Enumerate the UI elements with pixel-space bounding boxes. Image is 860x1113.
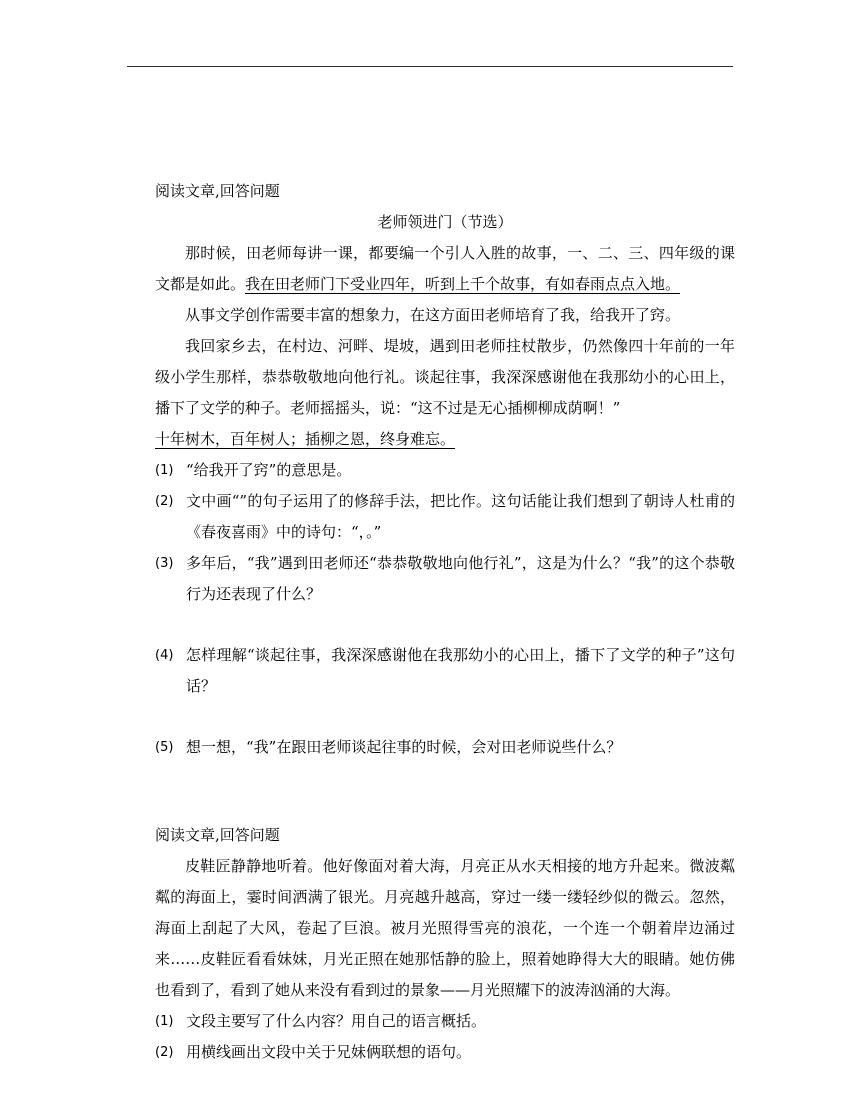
passage-title: 老师领进门（节选） bbox=[377, 213, 513, 231]
passage-paragraph-4 bbox=[155, 424, 735, 455]
question-text: 文段主要写了什么内容？用自己的语言概括。 bbox=[186, 1012, 487, 1030]
question-text: 文中画“”的句子运用了的修辞手法，把比作。这句话能让我们想到了朝诗人杜甫的《春夜喜雨》中的诗句：“，。” bbox=[186, 492, 735, 541]
passage-paragraph-2: 从事文学创作需要丰富的想象力，在这方面田老师培育了我，给我开了窍。 bbox=[185, 306, 681, 324]
answer-space bbox=[155, 610, 735, 640]
question-number: (5) bbox=[155, 740, 174, 755]
question-item bbox=[155, 486, 735, 548]
question-item bbox=[155, 1037, 735, 1068]
underlined-sentence-2: 十年树木，百年树人；插柳之恩，终身难忘。 bbox=[155, 430, 456, 448]
question-number: (1) bbox=[155, 463, 174, 478]
passage-paragraph-3: 我回家乡去，在村边、河畔、堤坡，遇到田老师拄杖散步，仍然像四十年前的一年级小学生那样，恭恭敬敬地向他行礼。谈起往事，我深深感谢他在我那幼小的心田上，播下了文学的种子。老师摇摇头，说：“这不过是无心插柳柳成荫啊！” bbox=[155, 337, 735, 417]
question-text: 多年后，“我”遇到田老师还“恭恭敬敬地向他行礼”，这是为什么？“我”的这个恭敬行为还表现了什么？ bbox=[186, 554, 735, 603]
answer-space bbox=[155, 702, 735, 732]
question-text: “给我开了窍”的意思是。 bbox=[186, 461, 352, 479]
question-number: (4) bbox=[155, 648, 174, 663]
question-item bbox=[155, 640, 735, 702]
question-number: (1) bbox=[155, 1014, 174, 1029]
question-number: (3) bbox=[155, 556, 174, 571]
section2-heading: 阅读文章,回答问题 bbox=[155, 826, 280, 844]
question-item bbox=[155, 548, 735, 610]
question-number: (2) bbox=[155, 494, 174, 509]
question-item bbox=[155, 1006, 735, 1037]
question-item bbox=[155, 732, 735, 763]
question-text: 想一想，“我”在跟田老师谈起往事的时候，会对田老师说些什么？ bbox=[186, 738, 622, 756]
document-body bbox=[155, 176, 735, 1068]
header-rule bbox=[127, 66, 733, 67]
passage-paragraph: 皮鞋匠静静地听着。他好像面对着大海，月亮正从水天相接的地方升起来。微波粼粼的海面上，霎时间洒满了银光。月亮越升越高，穿过一缕一缕轻纱似的微云。忽然，海面上刮起了大风，卷起了巨浪。被月光照得雪亮的浪花，一个连一个朝着岸边涌过来……皮鞋匠看看妹妹，月光正照在她那恬静的脸上，照着她睁得大大的眼睛。她仿佛也看到了，看到了她从来没有看到过的景象——月光照耀下的波涛汹涌的大海。 bbox=[155, 857, 735, 999]
underlined-sentence-1: 我在田老师门下受业四年，听到上千个故事，有如春雨点点入地。 bbox=[245, 275, 681, 293]
section-spacer bbox=[155, 763, 735, 820]
question-item bbox=[155, 455, 735, 486]
passage-paragraph-1 bbox=[155, 238, 735, 300]
question-text: 用横线画出文段中关于兄妹俩联想的语句。 bbox=[186, 1043, 472, 1061]
paragraph-1-text: 那时候，田老师每讲一课，都要编一个引人入胜的故事，一、二、三、四年级的课文都是如此。 bbox=[155, 244, 735, 293]
question-text: 怎样理解“谈起往事，我深深感谢他在我那幼小的心田上，播下了文学的种子”这句话？ bbox=[186, 646, 735, 695]
question-number: (2) bbox=[155, 1045, 174, 1060]
section1-heading: 阅读文章,回答问题 bbox=[155, 182, 280, 200]
